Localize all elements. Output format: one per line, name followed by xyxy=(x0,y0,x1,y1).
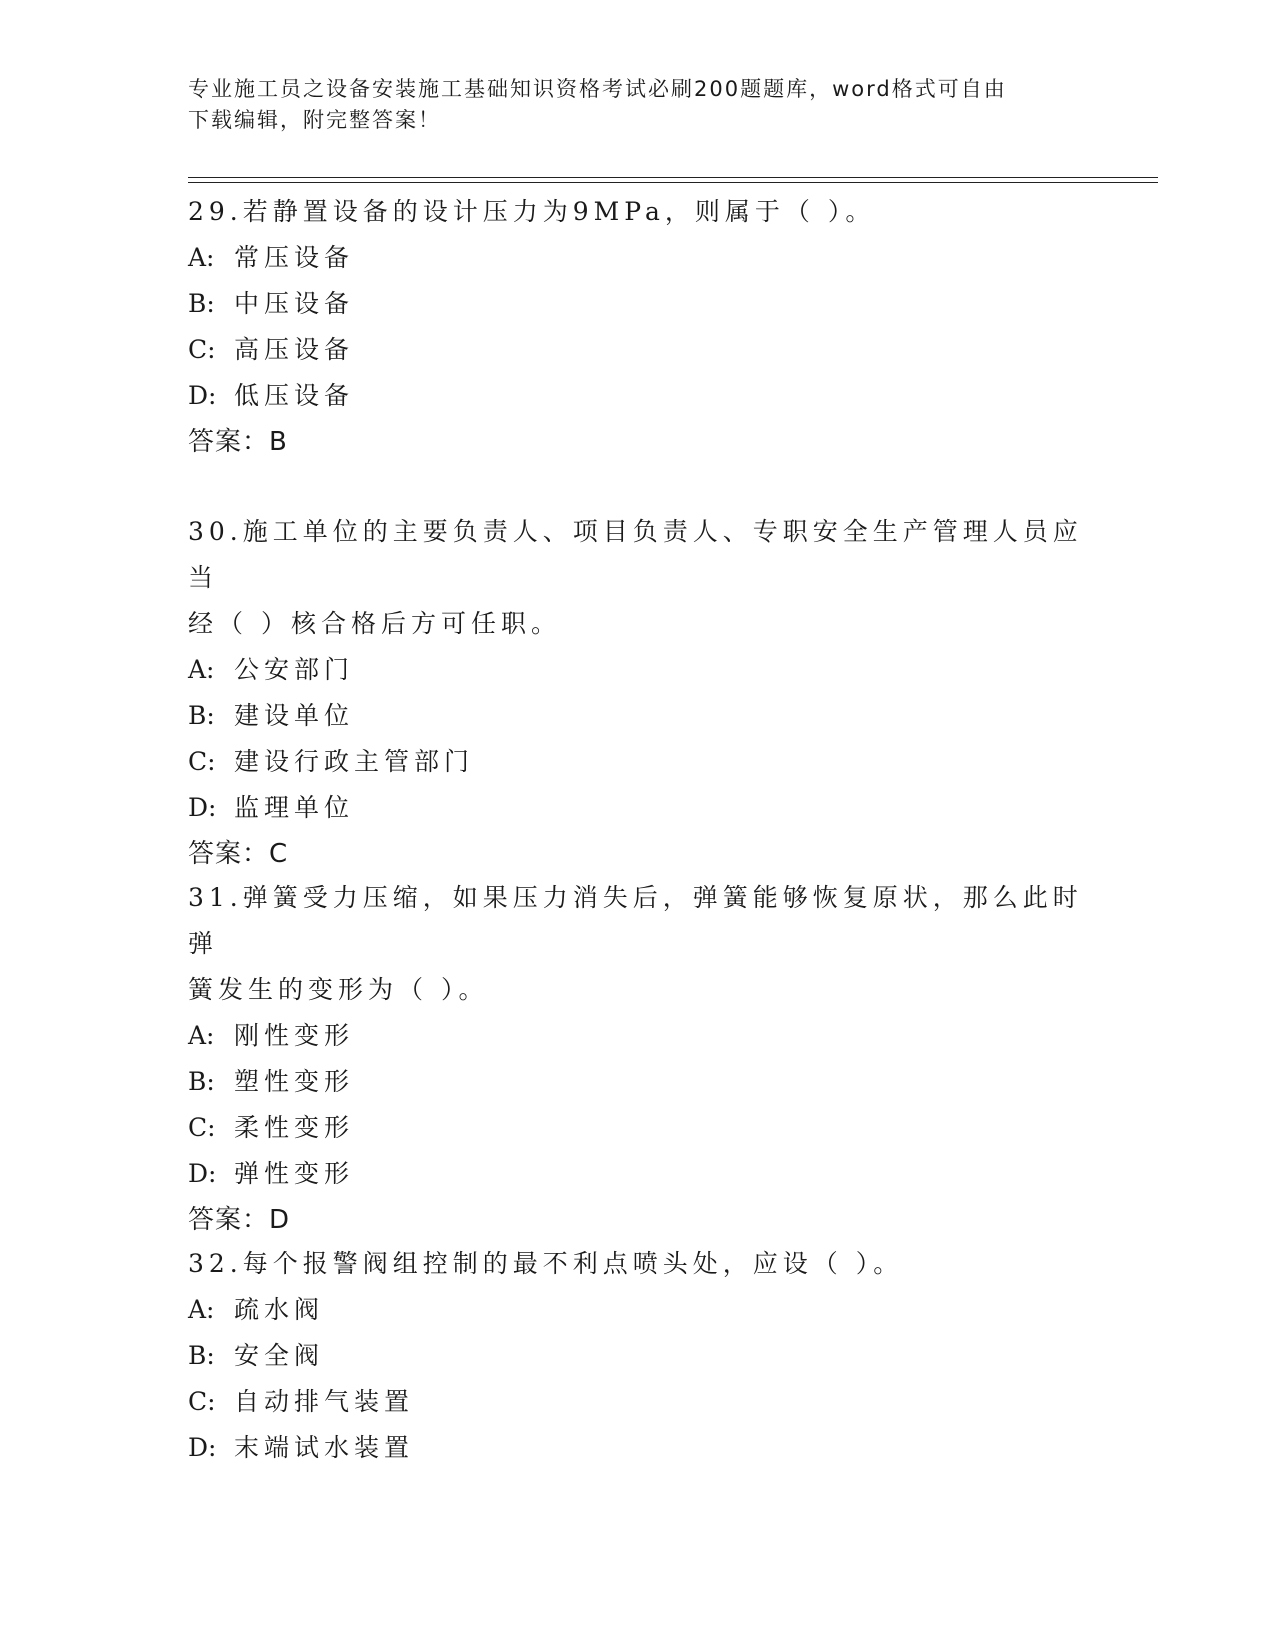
option-text: 刚性变形 xyxy=(234,1021,355,1050)
option-text: 建设单位 xyxy=(234,701,355,730)
question-29 xyxy=(188,189,1088,465)
option-letter: A: xyxy=(188,243,215,272)
header-line-2: 下载编辑，附完整答案！ xyxy=(188,108,441,132)
question-30 xyxy=(188,509,1088,877)
header-divider-bottom xyxy=(188,182,1158,183)
option-text: 弹性变形 xyxy=(234,1159,355,1188)
option-text: 建设行政主管部门 xyxy=(234,747,475,776)
question-31 xyxy=(188,875,1088,1243)
header-divider-top xyxy=(188,177,1158,178)
option-text: 中压设备 xyxy=(234,289,355,318)
option-letter: C: xyxy=(188,747,216,776)
option-letter: D: xyxy=(188,1433,217,1462)
answer-line: 答案：D xyxy=(188,1205,291,1235)
option-text: 常压设备 xyxy=(234,243,355,272)
option-b xyxy=(188,281,1088,327)
question-stem-line-1: 31.弹簧受力压缩，如果压力消失后，弹簧能够恢复原状，那么此时弹 xyxy=(188,883,1083,958)
option-text: 柔性变形 xyxy=(234,1113,355,1142)
option-a xyxy=(188,647,1088,693)
option-d xyxy=(188,1151,1088,1197)
option-d xyxy=(188,1425,1088,1471)
option-c xyxy=(188,327,1088,373)
option-a xyxy=(188,1287,1088,1333)
option-letter: D: xyxy=(188,793,217,822)
header-line-1: 专业施工员之设备安装施工基础知识资格考试必刷200题题库，word格式可自由 xyxy=(188,77,1007,101)
answer-line: 答案：C xyxy=(188,839,289,869)
option-c xyxy=(188,1379,1088,1425)
answer-line: 答案：B xyxy=(188,427,288,457)
question-stem-line-2: 簧发生的变形为（ ）。 xyxy=(188,975,489,1004)
option-a xyxy=(188,235,1088,281)
option-letter: D: xyxy=(188,1159,217,1188)
option-text: 疏水阀 xyxy=(234,1295,325,1324)
option-letter: A: xyxy=(188,655,215,684)
question-stem-line-1: 30.施工单位的主要负责人、项目负责人、专职安全生产管理人员应当 xyxy=(188,517,1083,592)
option-d xyxy=(188,785,1088,831)
option-c xyxy=(188,739,1088,785)
option-letter: A: xyxy=(188,1295,215,1324)
option-d xyxy=(188,373,1088,419)
option-letter: C: xyxy=(188,1387,216,1416)
option-a xyxy=(188,1013,1088,1059)
option-text: 高压设备 xyxy=(234,335,355,364)
option-text: 塑性变形 xyxy=(234,1067,355,1096)
option-b xyxy=(188,1059,1088,1105)
option-c xyxy=(188,1105,1088,1151)
option-letter: B: xyxy=(188,289,215,318)
option-text: 自动排气装置 xyxy=(234,1387,415,1416)
question-stem: 29.若静置设备的设计压力为9MPa，则属于（ ）。 xyxy=(188,197,876,226)
document-header xyxy=(188,74,1088,136)
option-letter: B: xyxy=(188,1341,215,1370)
question-stem: 32.每个报警阀组控制的最不利点喷头处，应设（ ）。 xyxy=(188,1249,904,1278)
option-letter: C: xyxy=(188,335,216,364)
question-stem-line-2: 经（ ）核合格后方可任职。 xyxy=(188,609,561,638)
option-letter: B: xyxy=(188,701,215,730)
option-text: 安全阀 xyxy=(234,1341,325,1370)
option-b xyxy=(188,1333,1088,1379)
option-text: 低压设备 xyxy=(234,381,355,410)
question-32 xyxy=(188,1241,1088,1471)
option-letter: D: xyxy=(188,381,217,410)
option-text: 公安部门 xyxy=(234,655,355,684)
option-letter: B: xyxy=(188,1067,215,1096)
option-letter: A: xyxy=(188,1021,215,1050)
option-text: 末端试水装置 xyxy=(234,1433,415,1462)
option-letter: C: xyxy=(188,1113,216,1142)
option-b xyxy=(188,693,1088,739)
option-text: 监理单位 xyxy=(234,793,355,822)
